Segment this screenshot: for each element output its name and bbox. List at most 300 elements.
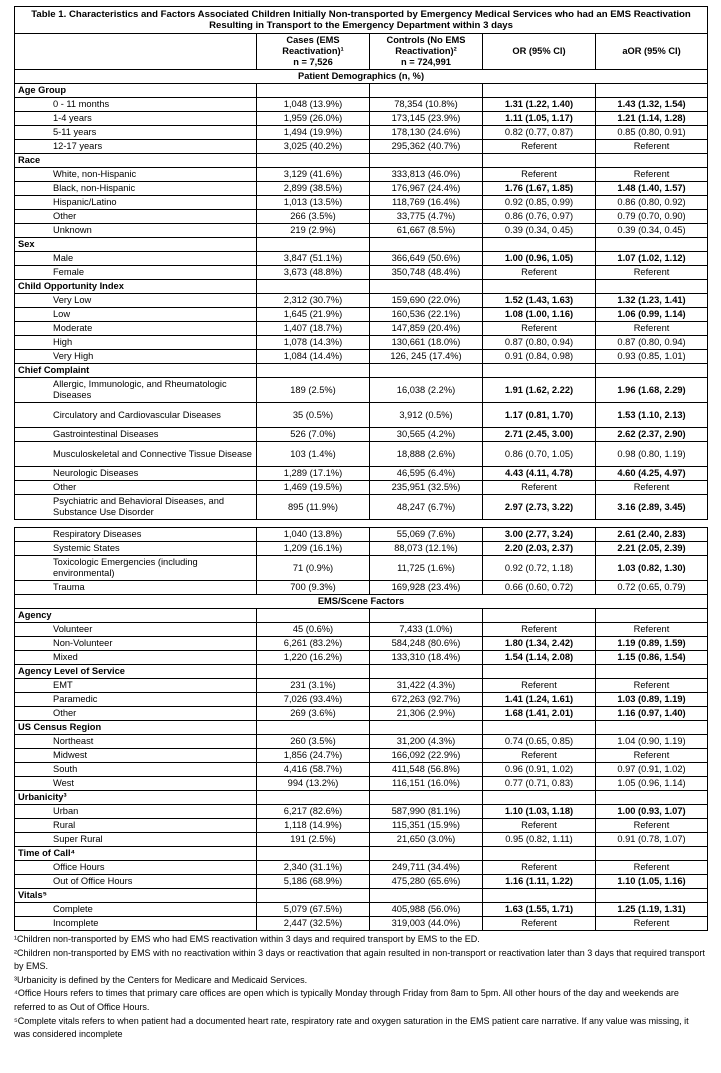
or-cell: 0.74 (0.65, 0.85)	[483, 735, 596, 749]
controls-cell: 61,667 (8.5%)	[370, 224, 483, 238]
or-cell: 1.31 (1.22, 1.40)	[483, 98, 596, 112]
empty-cell	[370, 609, 483, 623]
table-row	[15, 819, 708, 833]
controls-cell: 31,200 (4.3%)	[370, 735, 483, 749]
cases-cell: 1,220 (16.2%)	[257, 651, 370, 665]
controls-cell: 30,565 (4.2%)	[370, 428, 483, 442]
section-row	[15, 70, 708, 84]
controls-cell: 3,912 (0.5%)	[370, 403, 483, 428]
cases-cell: 2,340 (31.1%)	[257, 861, 370, 875]
table-row	[15, 442, 708, 467]
footnote-3: ³Urbanicity is defined by the Centers for Medicare and Medicaid Services.	[14, 974, 308, 985]
or-cell: 0.96 (0.91, 1.02)	[483, 763, 596, 777]
or-cell: 1.76 (1.67, 1.85)	[483, 182, 596, 196]
category-label: Urbanicity³	[15, 791, 257, 805]
or-cell: Referent	[483, 749, 596, 763]
row-label: Hispanic/Latino	[15, 196, 257, 210]
aor-cell: 0.85 (0.80, 0.91)	[596, 126, 708, 140]
or-cell: Referent	[483, 861, 596, 875]
cases-cell: 219 (2.9%)	[257, 224, 370, 238]
category-row	[15, 847, 708, 861]
controls-cell: 411,548 (56.8%)	[370, 763, 483, 777]
row-label: Mixed	[15, 651, 257, 665]
header-cases-line3: n = 7,526	[293, 57, 333, 67]
table-row	[15, 581, 708, 595]
empty-cell	[257, 238, 370, 252]
aor-cell: 3.16 (2.89, 3.45)	[596, 495, 708, 520]
table-row	[15, 833, 708, 847]
empty-cell	[370, 280, 483, 294]
empty-cell	[596, 154, 708, 168]
table-row	[15, 679, 708, 693]
aor-cell: 0.39 (0.34, 0.45)	[596, 224, 708, 238]
controls-cell: 169,928 (23.4%)	[370, 581, 483, 595]
controls-cell: 11,725 (1.6%)	[370, 556, 483, 581]
row-label: Gastrointestinal Diseases	[15, 428, 257, 442]
controls-cell: 31,422 (4.3%)	[370, 679, 483, 693]
table-row	[15, 210, 708, 224]
or-cell: 3.00 (2.77, 3.24)	[483, 528, 596, 542]
empty-cell	[596, 791, 708, 805]
row-label: Rural	[15, 819, 257, 833]
controls-cell: 333,813 (46.0%)	[370, 168, 483, 182]
category-row	[15, 721, 708, 735]
category-label: Child Opportunity Index	[15, 280, 257, 294]
cases-cell: 3,847 (51.1%)	[257, 252, 370, 266]
aor-cell: 1.48 (1.40, 1.57)	[596, 182, 708, 196]
row-label: Complete	[15, 903, 257, 917]
table-row	[15, 903, 708, 917]
aor-cell: 1.03 (0.89, 1.19)	[596, 693, 708, 707]
aor-cell: 1.04 (0.90, 1.19)	[596, 735, 708, 749]
table-row	[15, 777, 708, 791]
characteristics-table	[14, 6, 708, 520]
aor-cell: Referent	[596, 266, 708, 280]
empty-cell	[596, 721, 708, 735]
row-label: South	[15, 763, 257, 777]
header-cases-line2: Reactivation)¹	[282, 46, 344, 56]
row-label: Paramedic	[15, 693, 257, 707]
header-controls	[370, 34, 483, 70]
category-label: Agency	[15, 609, 257, 623]
or-cell: 0.82 (0.77, 0.87)	[483, 126, 596, 140]
cases-cell: 1,013 (13.5%)	[257, 196, 370, 210]
cases-cell: 2,312 (30.7%)	[257, 294, 370, 308]
aor-cell: 0.72 (0.65, 0.79)	[596, 581, 708, 595]
row-label: Other	[15, 707, 257, 721]
aor-cell: 0.86 (0.80, 0.92)	[596, 196, 708, 210]
table-container	[14, 6, 707, 1042]
empty-cell	[257, 847, 370, 861]
aor-cell: 2.21 (2.05, 2.39)	[596, 542, 708, 556]
cases-cell: 1,494 (19.9%)	[257, 126, 370, 140]
category-row	[15, 609, 708, 623]
aor-cell: Referent	[596, 623, 708, 637]
aor-cell: 1.03 (0.82, 1.30)	[596, 556, 708, 581]
empty-cell	[257, 84, 370, 98]
section-row	[15, 595, 708, 609]
controls-cell: 18,888 (2.6%)	[370, 442, 483, 467]
empty-cell	[370, 847, 483, 861]
cases-cell: 1,118 (14.9%)	[257, 819, 370, 833]
or-cell: 2.71 (2.45, 3.00)	[483, 428, 596, 442]
controls-cell: 88,073 (12.1%)	[370, 542, 483, 556]
table-row	[15, 735, 708, 749]
category-row	[15, 154, 708, 168]
table-row	[15, 749, 708, 763]
or-cell: 1.63 (1.55, 1.71)	[483, 903, 596, 917]
table-row	[15, 495, 708, 520]
table-title: Table 1. Characteristics and Factors Associated Children Initially Non-transported by Emergency Medical Services who had an EMS Reactivation Resulting in Transport to the Emergency Department within 3 days	[15, 7, 708, 34]
or-cell: 0.77 (0.71, 0.83)	[483, 777, 596, 791]
header-controls-line1: Controls (No EMS	[386, 35, 466, 45]
aor-cell: 1.43 (1.32, 1.54)	[596, 98, 708, 112]
or-cell: Referent	[483, 819, 596, 833]
table-row	[15, 467, 708, 481]
empty-cell	[257, 721, 370, 735]
cases-cell: 1,040 (13.8%)	[257, 528, 370, 542]
controls-cell: 295,362 (40.7%)	[370, 140, 483, 154]
row-label: Northeast	[15, 735, 257, 749]
table-row	[15, 403, 708, 428]
aor-cell: Referent	[596, 679, 708, 693]
row-label: Trauma	[15, 581, 257, 595]
controls-cell: 118,769 (16.4%)	[370, 196, 483, 210]
controls-cell: 178,130 (24.6%)	[370, 126, 483, 140]
or-cell: Referent	[483, 322, 596, 336]
empty-cell	[257, 889, 370, 903]
or-cell: 0.86 (0.70, 1.05)	[483, 442, 596, 467]
or-cell: 0.66 (0.60, 0.72)	[483, 581, 596, 595]
or-cell: Referent	[483, 168, 596, 182]
cases-cell: 6,217 (82.6%)	[257, 805, 370, 819]
row-label: Psychiatric and Behavioral Diseases, and Substance Use Disorder	[15, 495, 257, 520]
or-cell: 1.91 (1.62, 2.22)	[483, 378, 596, 403]
cases-cell: 994 (13.2%)	[257, 777, 370, 791]
empty-cell	[596, 847, 708, 861]
row-label: Other	[15, 210, 257, 224]
row-label: 1-4 years	[15, 112, 257, 126]
cases-cell: 2,447 (32.5%)	[257, 917, 370, 931]
or-cell: 0.95 (0.82, 1.11)	[483, 833, 596, 847]
empty-cell	[370, 238, 483, 252]
empty-cell	[370, 721, 483, 735]
or-cell: 1.11 (1.05, 1.17)	[483, 112, 596, 126]
cases-cell: 1,959 (26.0%)	[257, 112, 370, 126]
controls-cell: 176,967 (24.4%)	[370, 182, 483, 196]
cases-cell: 1,856 (24.7%)	[257, 749, 370, 763]
empty-cell	[596, 280, 708, 294]
cases-cell: 35 (0.5%)	[257, 403, 370, 428]
or-cell: 2.97 (2.73, 3.22)	[483, 495, 596, 520]
row-label: Male	[15, 252, 257, 266]
empty-cell	[483, 791, 596, 805]
cases-cell: 3,129 (41.6%)	[257, 168, 370, 182]
table-row	[15, 126, 708, 140]
cases-cell: 1,048 (13.9%)	[257, 98, 370, 112]
category-row	[15, 889, 708, 903]
table-row	[15, 805, 708, 819]
cases-cell: 526 (7.0%)	[257, 428, 370, 442]
controls-cell: 166,092 (22.9%)	[370, 749, 483, 763]
controls-cell: 475,280 (65.6%)	[370, 875, 483, 889]
header-aor: aOR (95% CI)	[596, 34, 708, 70]
empty-cell	[596, 665, 708, 679]
row-label: 5-11 years	[15, 126, 257, 140]
or-cell: 1.10 (1.03, 1.18)	[483, 805, 596, 819]
empty-cell	[257, 609, 370, 623]
controls-cell: 319,003 (44.0%)	[370, 917, 483, 931]
or-cell: 0.92 (0.85, 0.99)	[483, 196, 596, 210]
aor-cell: 1.96 (1.68, 2.29)	[596, 378, 708, 403]
row-label: EMT	[15, 679, 257, 693]
cases-cell: 1,084 (14.4%)	[257, 350, 370, 364]
empty-cell	[596, 609, 708, 623]
row-label: Unknown	[15, 224, 257, 238]
category-row	[15, 665, 708, 679]
aor-cell: Referent	[596, 749, 708, 763]
table-row	[15, 542, 708, 556]
aor-cell: 1.05 (0.96, 1.14)	[596, 777, 708, 791]
row-label: 12-17 years	[15, 140, 257, 154]
row-label: Very Low	[15, 294, 257, 308]
category-label: Age Group	[15, 84, 257, 98]
empty-cell	[483, 889, 596, 903]
aor-cell: Referent	[596, 140, 708, 154]
empty-cell	[257, 665, 370, 679]
category-label: Race	[15, 154, 257, 168]
section-label: EMS/Scene Factors	[15, 595, 708, 609]
aor-cell: 1.32 (1.23, 1.41)	[596, 294, 708, 308]
controls-cell: 235,951 (32.5%)	[370, 481, 483, 495]
controls-cell: 587,990 (81.1%)	[370, 805, 483, 819]
or-cell: 0.91 (0.84, 0.98)	[483, 350, 596, 364]
cases-cell: 3,673 (48.8%)	[257, 266, 370, 280]
cases-cell: 4,416 (58.7%)	[257, 763, 370, 777]
category-row	[15, 84, 708, 98]
table-row	[15, 266, 708, 280]
controls-cell: 350,748 (48.4%)	[370, 266, 483, 280]
row-label: Allergic, Immunologic, and Rheumatologic Diseases	[15, 378, 257, 403]
cases-cell: 7,026 (93.4%)	[257, 693, 370, 707]
aor-cell: 1.53 (1.10, 2.13)	[596, 403, 708, 428]
empty-cell	[257, 364, 370, 378]
table-row	[15, 140, 708, 154]
table-row	[15, 917, 708, 931]
footnote-2: ²Children non-transported by EMS with no reactivation within 3 days or reactivation that again resulted in non-transport or reactivation later than 3 days that required transport by EMS.	[14, 947, 705, 972]
or-cell: 1.80 (1.34, 2.42)	[483, 637, 596, 651]
empty-cell	[483, 154, 596, 168]
section-label: Patient Demographics (n, %)	[15, 70, 708, 84]
table-row	[15, 224, 708, 238]
empty-cell	[483, 721, 596, 735]
controls-cell: 115,351 (15.9%)	[370, 819, 483, 833]
aor-cell: Referent	[596, 819, 708, 833]
category-row	[15, 364, 708, 378]
empty-cell	[370, 791, 483, 805]
footnote-5: ⁵Complete vitals refers to when patient had a documented heart rate, respiratory rate and oxygen saturation in the EMS patient care narrative. If any value was missing, it was considered incomplete	[14, 1015, 689, 1040]
aor-cell: Referent	[596, 481, 708, 495]
empty-cell	[596, 364, 708, 378]
category-row	[15, 280, 708, 294]
cases-cell: 1,407 (18.7%)	[257, 322, 370, 336]
controls-cell: 405,988 (56.0%)	[370, 903, 483, 917]
empty-cell	[483, 665, 596, 679]
or-cell: 2.20 (2.03, 2.37)	[483, 542, 596, 556]
row-label: Female	[15, 266, 257, 280]
empty-cell	[257, 280, 370, 294]
controls-cell: 133,310 (18.4%)	[370, 651, 483, 665]
or-cell: 1.68 (1.41, 2.01)	[483, 707, 596, 721]
row-label: Very High	[15, 350, 257, 364]
controls-cell: 672,263 (92.7%)	[370, 693, 483, 707]
row-label: Volunteer	[15, 623, 257, 637]
row-label: Incomplete	[15, 917, 257, 931]
controls-cell: 7,433 (1.0%)	[370, 623, 483, 637]
cases-cell: 191 (2.5%)	[257, 833, 370, 847]
cases-cell: 260 (3.5%)	[257, 735, 370, 749]
category-label: Sex	[15, 238, 257, 252]
empty-cell	[483, 280, 596, 294]
controls-cell: 159,690 (22.0%)	[370, 294, 483, 308]
table-row	[15, 637, 708, 651]
category-row	[15, 238, 708, 252]
aor-cell: 0.98 (0.80, 1.19)	[596, 442, 708, 467]
table-row	[15, 707, 708, 721]
or-cell: 0.86 (0.76, 0.97)	[483, 210, 596, 224]
row-label: High	[15, 336, 257, 350]
cases-cell: 3,025 (40.2%)	[257, 140, 370, 154]
empty-cell	[370, 889, 483, 903]
aor-cell: 1.19 (0.89, 1.59)	[596, 637, 708, 651]
footnotes	[14, 933, 707, 1042]
table-row	[15, 294, 708, 308]
table-body-part1	[15, 7, 708, 520]
aor-cell: 0.79 (0.70, 0.90)	[596, 210, 708, 224]
cases-cell: 2,899 (38.5%)	[257, 182, 370, 196]
row-label: Respiratory Diseases	[15, 528, 257, 542]
controls-cell: 147,859 (20.4%)	[370, 322, 483, 336]
row-label: Other	[15, 481, 257, 495]
header-row	[15, 34, 708, 70]
aor-cell: 4.60 (4.25, 4.97)	[596, 467, 708, 481]
aor-cell: 1.21 (1.14, 1.28)	[596, 112, 708, 126]
controls-cell: 126, 245 (17.4%)	[370, 350, 483, 364]
table-row	[15, 693, 708, 707]
aor-cell: 0.93 (0.85, 1.01)	[596, 350, 708, 364]
aor-cell: Referent	[596, 168, 708, 182]
table-row	[15, 528, 708, 542]
footnote-1: ¹Children non-transported by EMS who had EMS reactivation within 3 days and required transport by EMS to the ED.	[14, 934, 480, 944]
or-cell: Referent	[483, 679, 596, 693]
cases-cell: 103 (1.4%)	[257, 442, 370, 467]
or-cell: 0.92 (0.72, 1.18)	[483, 556, 596, 581]
cases-cell: 700 (9.3%)	[257, 581, 370, 595]
aor-cell: 1.25 (1.19, 1.31)	[596, 903, 708, 917]
table-row	[15, 112, 708, 126]
category-row	[15, 791, 708, 805]
row-label: Midwest	[15, 749, 257, 763]
controls-cell: 21,650 (3.0%)	[370, 833, 483, 847]
cases-cell: 189 (2.5%)	[257, 378, 370, 403]
table-row	[15, 378, 708, 403]
or-cell: Referent	[483, 481, 596, 495]
empty-cell	[370, 84, 483, 98]
category-label: US Census Region	[15, 721, 257, 735]
row-label: Toxicologic Emergencies (including environmental)	[15, 556, 257, 581]
aor-cell: 2.62 (2.37, 2.90)	[596, 428, 708, 442]
controls-cell: 55,069 (7.6%)	[370, 528, 483, 542]
cases-cell: 6,261 (83.2%)	[257, 637, 370, 651]
category-label: Time of Call⁴	[15, 847, 257, 861]
category-label: Vitals⁵	[15, 889, 257, 903]
table-row	[15, 481, 708, 495]
aor-cell: 1.06 (0.99, 1.14)	[596, 308, 708, 322]
controls-cell: 33,775 (4.7%)	[370, 210, 483, 224]
controls-cell: 48,247 (6.7%)	[370, 495, 483, 520]
row-label: Office Hours	[15, 861, 257, 875]
empty-cell	[483, 238, 596, 252]
header-controls-line2: Reactivation)²	[395, 46, 457, 56]
aor-cell: 1.10 (1.05, 1.16)	[596, 875, 708, 889]
table-row	[15, 556, 708, 581]
or-cell: Referent	[483, 140, 596, 154]
empty-cell	[257, 154, 370, 168]
empty-cell	[483, 364, 596, 378]
table-row	[15, 196, 708, 210]
aor-cell: 2.61 (2.40, 2.83)	[596, 528, 708, 542]
row-label: 0 - 11 months	[15, 98, 257, 112]
table-row	[15, 322, 708, 336]
controls-cell: 116,151 (16.0%)	[370, 777, 483, 791]
cases-cell: 5,186 (68.9%)	[257, 875, 370, 889]
aor-cell: 0.91 (0.78, 1.07)	[596, 833, 708, 847]
cases-cell: 1,078 (14.3%)	[257, 336, 370, 350]
row-label: Black, non-Hispanic	[15, 182, 257, 196]
category-label: Agency Level of Service	[15, 665, 257, 679]
table-row	[15, 308, 708, 322]
controls-cell: 16,038 (2.2%)	[370, 378, 483, 403]
row-label: White, non-Hispanic	[15, 168, 257, 182]
row-label: Systemic States	[15, 542, 257, 556]
empty-cell	[370, 665, 483, 679]
or-cell: 1.41 (1.24, 1.61)	[483, 693, 596, 707]
table-row	[15, 875, 708, 889]
header-blank	[15, 34, 257, 70]
cases-cell: 1,645 (21.9%)	[257, 308, 370, 322]
empty-cell	[257, 791, 370, 805]
controls-cell: 160,536 (22.1%)	[370, 308, 483, 322]
or-cell: Referent	[483, 623, 596, 637]
or-cell: 1.52 (1.43, 1.63)	[483, 294, 596, 308]
empty-cell	[596, 889, 708, 903]
row-label: Out of Office Hours	[15, 875, 257, 889]
controls-cell: 130,661 (18.0%)	[370, 336, 483, 350]
controls-cell: 366,649 (50.6%)	[370, 252, 483, 266]
row-label: Musculoskeletal and Connective Tissue Disease	[15, 442, 257, 467]
cases-cell: 231 (3.1%)	[257, 679, 370, 693]
category-label: Chief Complaint	[15, 364, 257, 378]
aor-cell: 0.97 (0.91, 1.02)	[596, 763, 708, 777]
or-cell: 1.16 (1.11, 1.22)	[483, 875, 596, 889]
aor-cell: 0.87 (0.80, 0.94)	[596, 336, 708, 350]
footnote-4: ⁴Office Hours refers to times that primary care offices are open which is typically Monday through Friday from 8am to 5pm. All other hours of the day and weekends are referred to as Out of Office Hours.	[14, 988, 679, 1012]
cases-cell: 1,469 (19.5%)	[257, 481, 370, 495]
controls-cell: 249,711 (34.4%)	[370, 861, 483, 875]
cases-cell: 895 (11.9%)	[257, 495, 370, 520]
cases-cell: 71 (0.9%)	[257, 556, 370, 581]
table-row	[15, 252, 708, 266]
